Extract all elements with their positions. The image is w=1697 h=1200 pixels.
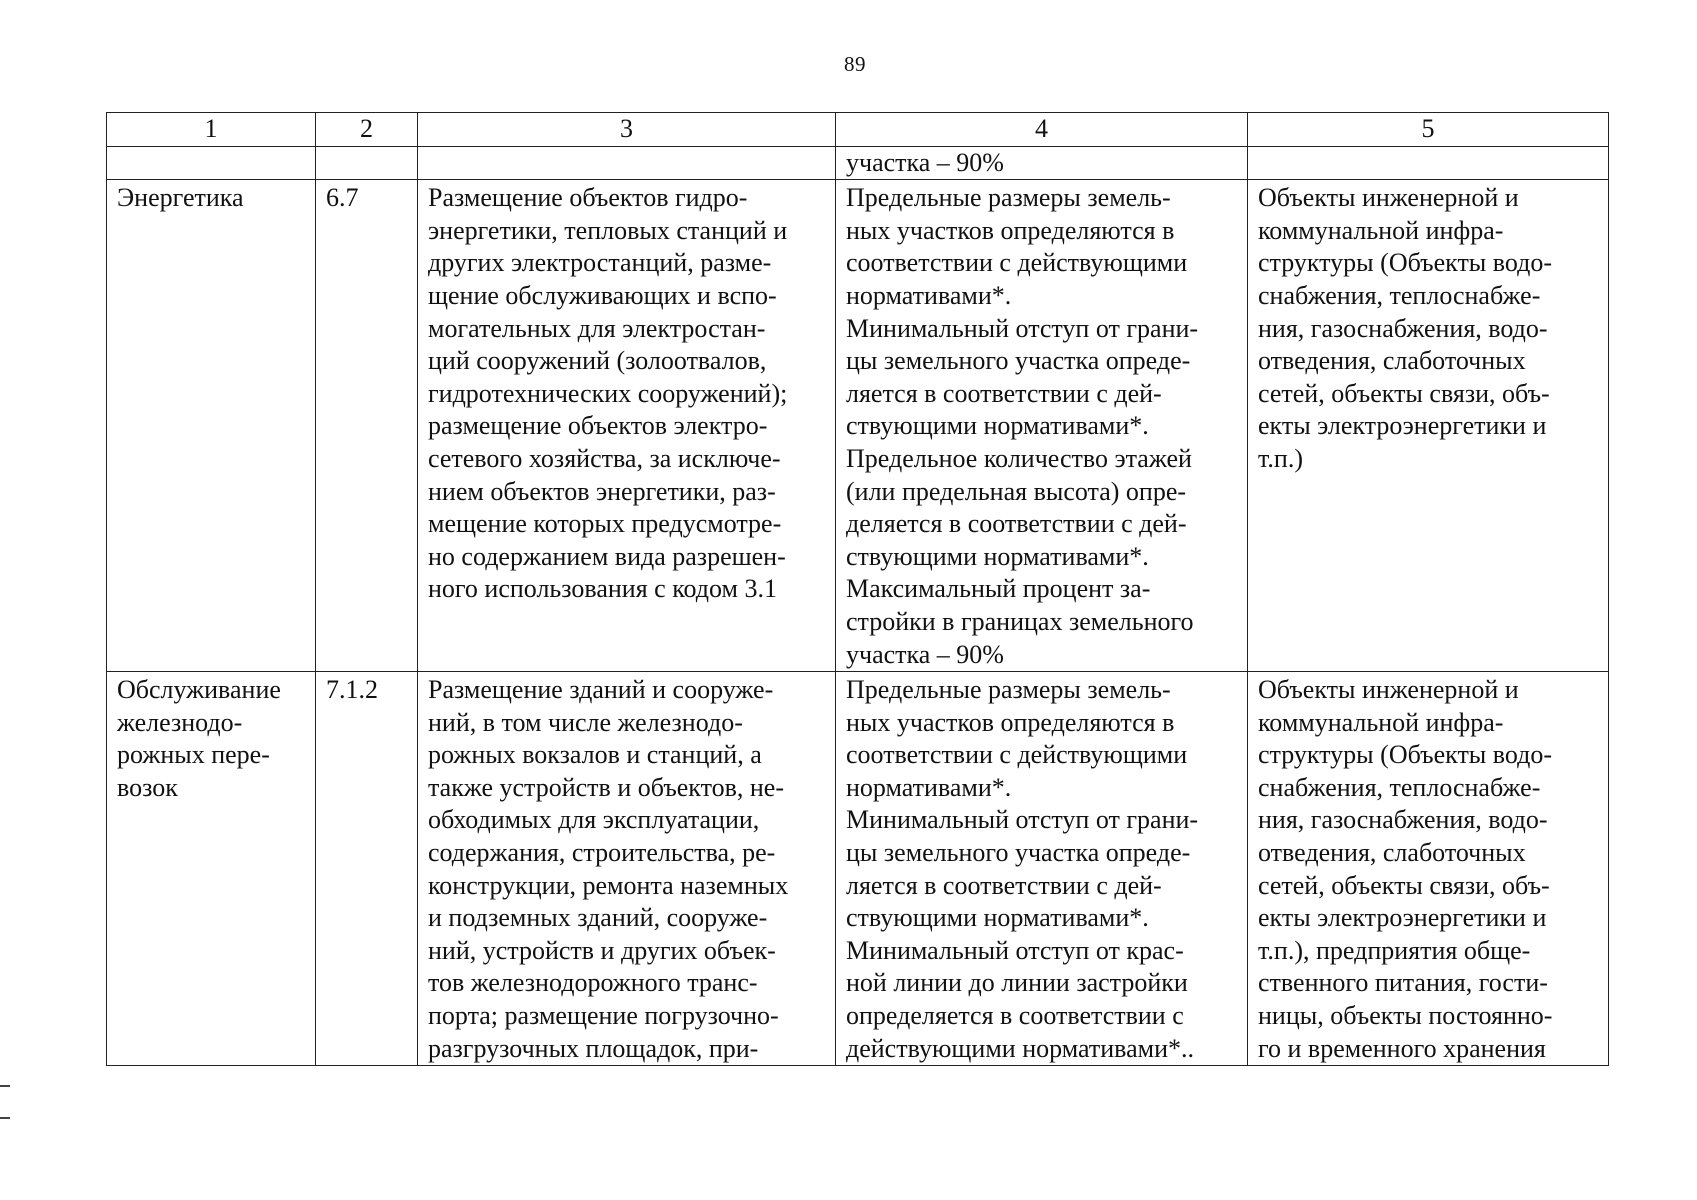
page-number: 89 <box>844 52 866 76</box>
table-cell-code: 7.1.2 <box>316 672 418 1066</box>
column-header: 2 <box>316 113 418 147</box>
column-header: 5 <box>1248 113 1609 147</box>
table-cell-use-type: Энергетика <box>107 180 316 672</box>
table-cell-auxiliary-uses: Объекты инженерной и коммунальной инфра- структуры (Объекты водо- снабжения, теплоснабже- ния, газоснабжения, водо- отведения, слаботочных сетей, объекты связи, объ- екты электроэнергетики и т.п.) <box>1248 180 1609 672</box>
table-cell-auxiliary-uses: Объекты инженерной и коммунальной инфра- структуры (Объекты водо- снабжения, теплоснабже- ния, газоснабжения, водо- отведения, слаботочных сетей, объекты связи, объ- екты электроэнергетики и т.п.), предприятия обще- ственного питания, гости- ницы, объекты постоянно- го и временного хранения <box>1248 672 1609 1066</box>
column-header: 4 <box>836 113 1248 147</box>
table-row <box>107 672 1609 1066</box>
table-cell-description <box>418 146 836 180</box>
table-header-row <box>107 113 1609 147</box>
table-cell-code <box>316 146 418 180</box>
table-cell-description: Размещение зданий и сооруже- ний, в том числе железнодо- рожных вокзалов и станций, а также устройств и объектов, не- обходимых для эксплуатации, содержания, строительства, ре- конструкции, ремонта наземных и подземных зданий, сооруже- ний, устройств и других объек- тов железнодорожного транс- порта; размещение погрузочно- разгрузочных площадок, при- <box>418 672 836 1066</box>
table-row <box>107 180 1609 672</box>
zoning-table <box>106 112 1609 1066</box>
table-cell-parameters: участка – 90% <box>836 146 1248 180</box>
scan-edge-mark <box>0 1085 10 1087</box>
table-cell-code: 6.7 <box>316 180 418 672</box>
scan-edge-mark <box>0 1117 10 1119</box>
table-cell-use-type <box>107 146 316 180</box>
table-cell-auxiliary-uses <box>1248 146 1609 180</box>
table-cell-parameters: Предельные размеры земель- ных участков определяются в соответствии с действующими нормативами*. Минимальный отступ от грани- цы земельного участка опреде- ляется в соответствии с дей- ствующими нормативами*. Предельное количество этажей (или предельная высота) опре- деляется в соответствии с дей- ствующими нормативами*. Максимальный процент за- стройки в границах земельного участка – 90% <box>836 180 1248 672</box>
column-header: 1 <box>107 113 316 147</box>
table-cell-description: Размещение объектов гидро- энергетики, тепловых станций и других электростанций, разме- щение обслуживающих и вспо- могательных для электростан- ций сооружений (золоотвалов, гидротехнических сооружений); размещение объектов электро- сетевого хозяйства, за исключе- нием объектов энергетики, раз- мещение которых предусмотре- но содержанием вида разрешен- ного использования с кодом 3.1 <box>418 180 836 672</box>
table-cell-use-type: Обслуживание железнодо- рожных пере- возок <box>107 672 316 1066</box>
column-header: 3 <box>418 113 836 147</box>
table-row <box>107 146 1609 180</box>
table-cell-parameters: Предельные размеры земель- ных участков определяются в соответствии с действующими нормативами*. Минимальный отступ от грани- цы земельного участка опреде- ляется в соответствии с дей- ствующими нормативами*. Минимальный отступ от крас- ной линии до линии застройки определяется в соответствии с действующими нормативами*.. <box>836 672 1248 1066</box>
